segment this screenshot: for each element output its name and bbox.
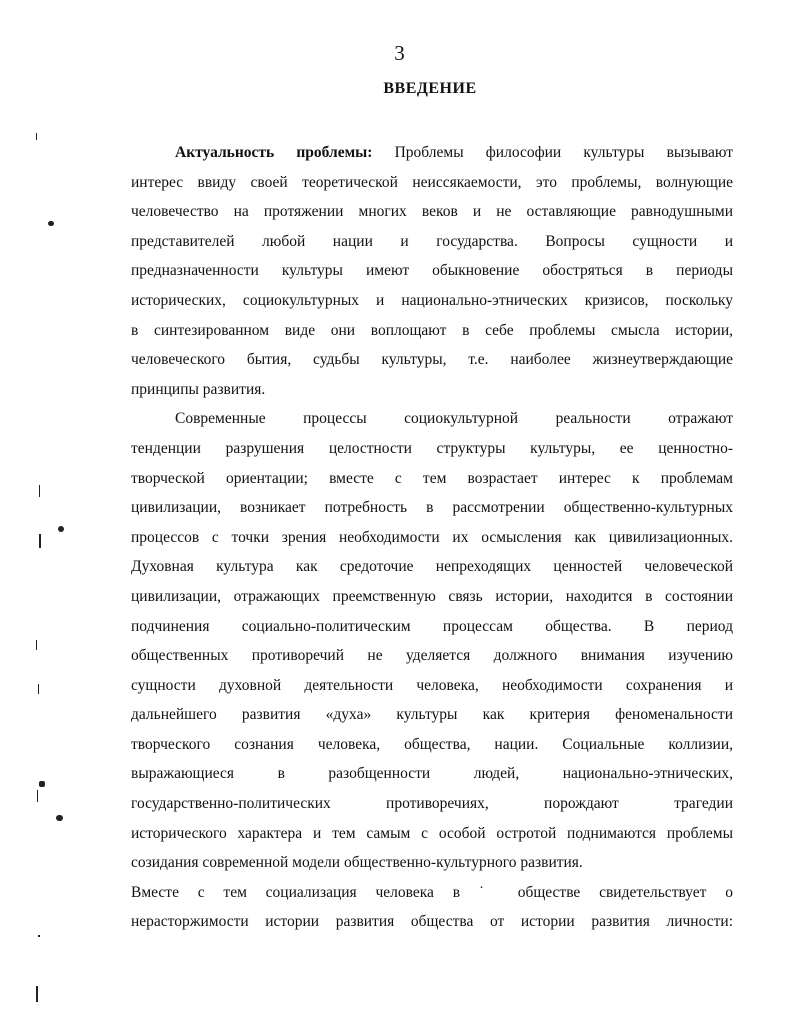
- text-line: Проблемы философии культуры вызывают: [372, 144, 733, 161]
- scan-artifact: [56, 815, 63, 821]
- text-line: нерасторжимости истории развития общества от истории развития личности:: [131, 913, 733, 931]
- text-line: Современные процессы социокультурной реальности отражают: [175, 410, 733, 428]
- text-line: Духовная культура как средоточие непреходящих ценностей человеческой: [131, 558, 733, 576]
- text-line: подчинения социально-политическим процессам общества. В период: [131, 617, 733, 635]
- scan-artifact: [37, 790, 38, 802]
- text-line: исторического характера и тем самым с особой остротой поднимаются проблемы: [131, 824, 733, 842]
- scan-artifact: [38, 684, 39, 694]
- document-body: [131, 138, 733, 937]
- scan-artifact: [48, 221, 54, 226]
- text-line: процессов с точки зрения необходимости их осмысления как цивилизационных.: [131, 528, 733, 546]
- paragraph-1-line-1: [131, 138, 733, 168]
- text-line: цивилизации, возникает потребность в рассмотрении общественно-культурных: [131, 499, 733, 517]
- text-line: дальнейшего развития «духа» культуры как критерия феноменальности: [131, 706, 733, 724]
- scan-artifact: [39, 485, 40, 497]
- text-line: государственно-политических противоречиях, порождают трагедии: [131, 795, 733, 813]
- page-number: 3: [394, 41, 405, 65]
- scan-artifact: [36, 133, 37, 140]
- text-line: тенденции разрушения целостности структуры культуры, ее ценностно-: [131, 439, 733, 457]
- scan-artifact: [39, 534, 41, 548]
- text-line: цивилизации, отражающих преемственную связь истории, находится в состоянии: [131, 587, 733, 605]
- text-line: сущности духовной деятельности человека, необходимости сохранения и: [131, 676, 733, 694]
- text-line: человеческого бытия, судьбы культуры, т.е. наиболее жизнеутверждающие: [131, 351, 733, 369]
- text-line: интерес ввиду своей теоретической неиссякаемости, это проблемы, волнующие: [131, 173, 733, 191]
- scan-artifact: [38, 935, 40, 937]
- text-line: в синтезированном виде они воплощают в себе проблемы смысла истории,: [131, 321, 733, 339]
- text-line: общественных противоречий не уделяется должного внимания изучению: [131, 647, 733, 665]
- text-line: представителей любой нации и государства. Вопросы сущности и: [131, 232, 733, 250]
- text-line: выражающиеся в разобщенности людей, национально-этнических,: [131, 765, 733, 783]
- text-line: предназначенности культуры имеют обыкновение обостряться в периоды: [131, 262, 733, 280]
- scan-artifact: [36, 640, 37, 650]
- text-line: творческого сознания человека, общества, нации. Социальные коллизии,: [131, 735, 733, 753]
- scan-artifact: [39, 781, 45, 787]
- text-line: исторических, социокультурных и национально-этнических кризисов, поскольку: [131, 291, 733, 309]
- text-line: творческой ориентации; вместе с тем возрастает интерес к проблемам: [131, 469, 733, 487]
- page-heading: ВВЕДЕНИЕ: [383, 80, 477, 97]
- text-line: Вместе с тем социализация человека в ˙ обществе свидетельствует о: [131, 883, 733, 901]
- text-line: созидания современной модели общественно-культурного развития.: [131, 854, 583, 872]
- paragraph-lead: Актуальность проблемы:: [175, 144, 373, 161]
- scan-artifact: [58, 526, 64, 532]
- text-line: принципы развития.: [131, 380, 266, 398]
- text-line: человечество на протяжении многих веков и не оставляющие равнодушными: [131, 203, 733, 221]
- scan-artifact: [36, 986, 38, 1002]
